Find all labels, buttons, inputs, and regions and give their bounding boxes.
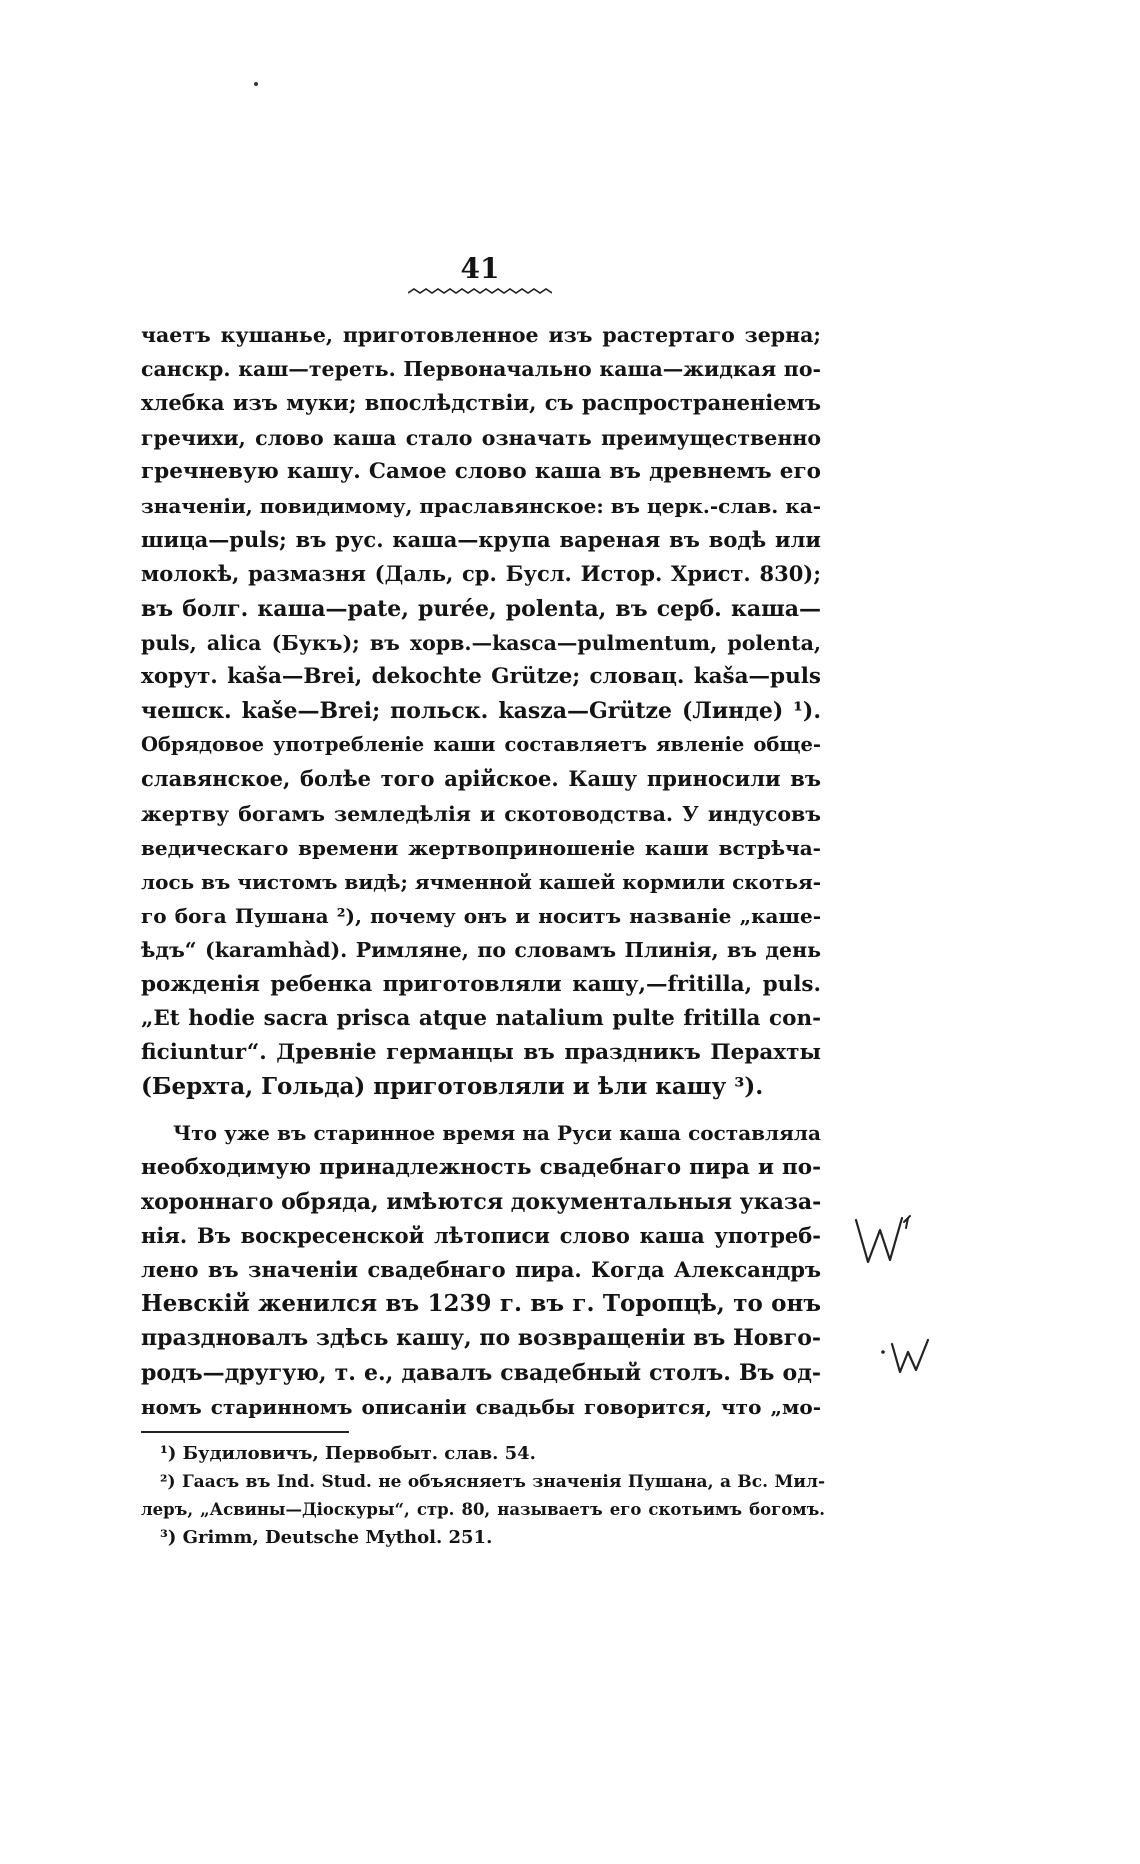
footnote-rule [141,1431,349,1433]
text-line: шица—puls; въ рус. каша—крупа вареная въ водѣ или [141,527,821,553]
text-line: рожденія ребенка приготовляли кашу,—fritilla, puls. [141,971,821,997]
text-line: нія. Въ воскресенской лѣтописи слово каша употреб- [141,1222,821,1248]
body-text [141,318,821,1424]
text-line: чаетъ кушанье, приготовленное изъ растертаго зерна; [141,323,821,347]
text-line: хорут. kaša—Brei, dekochte Grütze; словац. kaša—puls [141,663,821,689]
text-line: Обрядовое употребленіе каши составляетъ явленіе обще- [141,733,821,757]
text-line: гречневую кашу. Самое слово каша въ древнемъ его [141,458,821,484]
text-line: Невскій женился въ 1239 г. въ г. Торопцѣ, то онъ [141,1290,821,1318]
handwritten-mark-lower [880,1336,932,1378]
text-line: необходимую принадлежность свадебнаго пира и по- [141,1154,821,1180]
footnote: ¹) Будиловичъ, Первобыт. слав. 54. [160,1443,536,1464]
text-line: (Берхта, Гольда) приготовляли и ѣли кашу ³). [141,1073,764,1101]
text-line: лено въ значеніи свадебнаго пира. Когда Александръ [141,1257,821,1283]
text-line: славянское, болѣе того арійское. Кашу приносили въ [141,766,821,792]
text-line: „Et hodie sacra prisca atque natalium pulte fritilla con- [141,1005,821,1031]
text-line: го бога Пушана ²), почему онъ и носитъ названіе „каше- [141,904,821,929]
text-line: въ болг. каша—pate, purée, polenta, въ серб. каша— [141,595,821,622]
text-line: хлебка изъ муки; впослѣдствіи, съ распространеніемъ [141,390,821,416]
footnotes [141,1440,825,1552]
text-line: ведическаго времени жертвоприношеніе каши встрѣча- [141,835,821,860]
text-line: жертву богамъ земледѣлія и скотоводства. У индусовъ [141,801,821,826]
text-line: значеніи, повидимому, праславянское: въ церк.-слав. ка- [141,493,821,518]
text-line: puls, alica (Букъ); въ хорв.—kasca—pulmentum, polenta, [141,630,821,655]
text-line: молокѣ, размазня (Даль, ср. Бусл. Истор. Христ. 830); [141,561,821,587]
text-line: чешск. kaše—Brei; польск. kasza—Grütze (Линде) ¹). [141,698,821,725]
text-line: родъ—другую, т. е., давалъ свадебный столъ. Въ од- [141,1359,821,1386]
wavy-rule-ornament [408,288,552,298]
handwritten-mark-upper [852,1212,914,1268]
text-line: санскр. каш—тереть. Первоначально каша—жидкая по- [141,357,821,382]
text-line: Что уже въ старинное время на Руси каша составляла [173,1121,821,1146]
text-line: ficiuntur“. Древніе германцы въ праздникъ Перахты [141,1039,821,1065]
text-line: гречихи, слово каша стало означать преимущественно [141,425,821,450]
text-line: праздновалъ здѣсь кашу, по возвращеніи въ Новго- [141,1325,821,1352]
text-line: номъ старинномъ описаніи свадьбы говорится, что „мо- [141,1394,821,1419]
text-line: ѣдъ“ (karamhàd). Римляне, по словамъ Плинія, въ день [141,938,821,963]
footnote: леръ, „Асвины—Діоскуры“, стр. 80, называетъ его скотьимъ богомъ. [141,1500,825,1519]
ink-speck [254,82,258,86]
footnote: ³) Grimm, Deutsche Mythol. 251. [160,1527,493,1548]
page-number: 41 [460,252,500,285]
footnote: ²) Гаасъ въ Ind. Stud. не объясняетъ значенія Пушана, а Вс. Мил- [160,1472,825,1492]
text-line: хороннаго обряда, имѣются документальныя указа- [141,1188,822,1215]
text-line: лось въ чистомъ видѣ; ячменной кашей кормили скотья- [141,870,822,894]
